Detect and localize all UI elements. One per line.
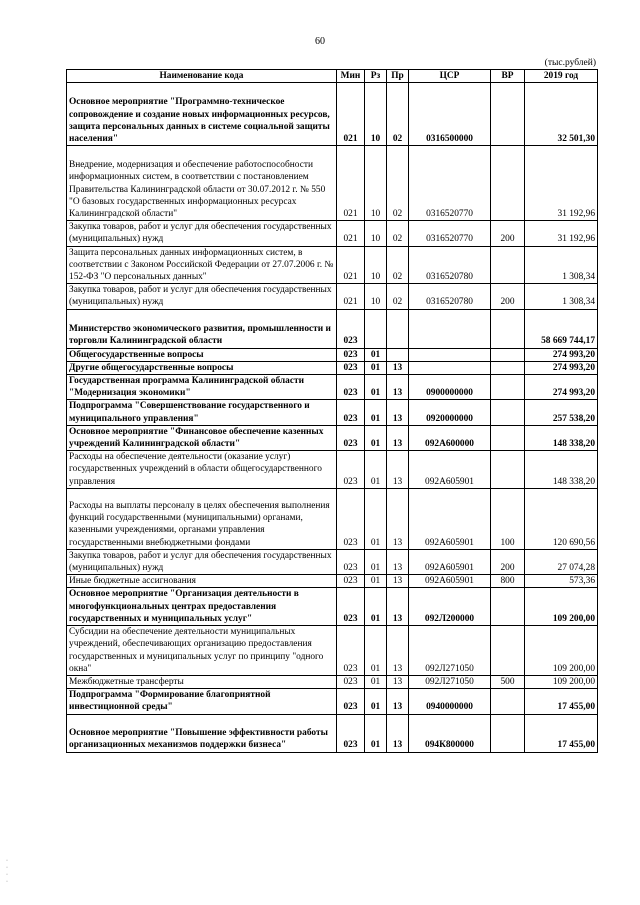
row-vr — [491, 451, 525, 489]
row-rz: 01 — [365, 400, 387, 425]
header-csr: ЦСР — [409, 70, 491, 83]
table-row — [67, 549, 598, 574]
row-csr — [409, 309, 491, 348]
row-csr — [409, 348, 491, 361]
table-row — [67, 83, 598, 146]
row-pr: 13 — [387, 549, 409, 574]
table-header-row — [67, 70, 598, 83]
table-row — [67, 348, 598, 361]
row-min: 023 — [337, 400, 365, 425]
row-min: 023 — [337, 348, 365, 361]
row-amount: 1 308,34 — [525, 284, 598, 309]
row-csr: 0316520770 — [409, 221, 491, 246]
row-rz: 01 — [365, 425, 387, 450]
row-name: Расходы на обеспечение деятельности (оказание услуг) государственных учреждений в области общегосударственного управления — [67, 451, 337, 489]
row-name: Основное мероприятие "Программно-техническое сопровождение и создание новых информационных ресурсов, защита персональных данных в системе социальной защиты населения" — [67, 83, 337, 146]
row-name: Основное мероприятие "Повышение эффективности работы организационных механизмов поддержки бизнеса" — [67, 714, 337, 752]
header-pr: Пр — [387, 70, 409, 83]
row-vr: 200 — [491, 284, 525, 309]
row-rz: 10 — [365, 146, 387, 221]
row-amount: 573,36 — [525, 575, 598, 588]
row-pr: 13 — [387, 488, 409, 549]
row-vr — [491, 246, 525, 284]
row-amount: 1 308,34 — [525, 246, 598, 284]
row-rz — [365, 309, 387, 348]
row-name: Субсидии на обеспечение деятельности муниципальных учреждений, обеспечивающих организацию предоставления государственных и муниципальных услуг по принципу "одного окна" — [67, 626, 337, 676]
row-name: Расходы на выплаты персоналу в целях обеспечения выполнения функций государственными (муниципальными) органами, казенными учреждениями, органами управления государственными внебюджетными фондами — [67, 488, 337, 549]
row-pr: 02 — [387, 146, 409, 221]
row-vr: 800 — [491, 575, 525, 588]
table-row — [67, 361, 598, 374]
scan-margin-marks: · · · · — [6, 858, 8, 885]
row-csr: 0920000000 — [409, 400, 491, 425]
row-name: Внедрение, модернизация и обеспечение работоспособности информационных систем, в соответствии с постановлением Правительства Калининградской области от 30.07.2012 г. № 550 "О базовых государственных информационных ресурсах Калининградской области" — [67, 146, 337, 221]
row-name: Подпрограмма "Совершенствование государственного и муниципального управления" — [67, 400, 337, 425]
table-row — [67, 451, 598, 489]
row-rz: 01 — [365, 689, 387, 714]
row-amount: 274 993,20 — [525, 348, 598, 361]
table-row — [67, 676, 598, 689]
header-rz: Рз — [365, 70, 387, 83]
row-pr: 13 — [387, 425, 409, 450]
row-name: Закупка товаров, работ и услуг для обеспечения государственных (муниципальных) нужд — [67, 549, 337, 574]
page-number: 60 — [315, 36, 325, 47]
row-rz: 01 — [365, 451, 387, 489]
row-min: 023 — [337, 689, 365, 714]
row-amount: 27 074,28 — [525, 549, 598, 574]
row-csr: 0316520780 — [409, 246, 491, 284]
table-row — [67, 425, 598, 450]
row-amount: 109 200,00 — [525, 626, 598, 676]
row-csr: 092А605901 — [409, 549, 491, 574]
row-name: Закупка товаров, работ и услуг для обеспечения государственных (муниципальных) нужд — [67, 284, 337, 309]
row-vr — [491, 348, 525, 361]
table-row — [67, 309, 598, 348]
row-amount: 274 993,20 — [525, 361, 598, 374]
units-label: (тыс.рублей) — [544, 58, 596, 68]
row-csr: 0900000000 — [409, 375, 491, 400]
row-min: 023 — [337, 626, 365, 676]
row-csr: 0940000000 — [409, 689, 491, 714]
row-pr — [387, 348, 409, 361]
header-min: Мин — [337, 70, 365, 83]
row-pr: 02 — [387, 221, 409, 246]
row-amount: 17 455,00 — [525, 689, 598, 714]
row-vr — [491, 714, 525, 752]
header-vr: ВР — [491, 70, 525, 83]
row-min: 023 — [337, 375, 365, 400]
table-row — [67, 400, 598, 425]
row-amount: 58 669 744,17 — [525, 309, 598, 348]
header-year: 2019 год — [525, 70, 598, 83]
row-name: Межбюджетные трансферты — [67, 676, 337, 689]
row-vr: 500 — [491, 676, 525, 689]
row-csr: 092Л200000 — [409, 588, 491, 626]
row-csr — [409, 361, 491, 374]
row-vr — [491, 588, 525, 626]
row-min: 023 — [337, 588, 365, 626]
row-pr: 13 — [387, 361, 409, 374]
row-csr: 0316520770 — [409, 146, 491, 221]
row-min: 023 — [337, 361, 365, 374]
row-min: 023 — [337, 488, 365, 549]
table-row — [67, 689, 598, 714]
row-csr: 092А605901 — [409, 451, 491, 489]
row-min: 021 — [337, 83, 365, 146]
row-csr: 092А605901 — [409, 488, 491, 549]
row-rz: 10 — [365, 284, 387, 309]
row-min: 023 — [337, 714, 365, 752]
row-min: 023 — [337, 309, 365, 348]
row-amount: 32 501,30 — [525, 83, 598, 146]
table-row — [67, 714, 598, 752]
row-pr: 13 — [387, 689, 409, 714]
table-row — [67, 626, 598, 676]
table-row — [67, 375, 598, 400]
row-csr: 092А605901 — [409, 575, 491, 588]
row-rz: 01 — [365, 626, 387, 676]
row-amount: 148 338,20 — [525, 451, 598, 489]
table-row — [67, 588, 598, 626]
budget-table — [66, 69, 598, 753]
row-pr — [387, 309, 409, 348]
row-vr — [491, 309, 525, 348]
row-pr: 13 — [387, 375, 409, 400]
row-vr: 200 — [491, 549, 525, 574]
row-min: 023 — [337, 451, 365, 489]
row-name: Подпрограмма "Формирование благоприятной инвестиционной среды" — [67, 689, 337, 714]
row-csr: 092Л271050 — [409, 676, 491, 689]
row-name: Министерство экономического развития, промышленности и торговли Калининградской области — [67, 309, 337, 348]
row-pr: 02 — [387, 83, 409, 146]
row-pr: 13 — [387, 588, 409, 626]
row-amount: 31 192,96 — [525, 146, 598, 221]
row-rz: 01 — [365, 575, 387, 588]
row-min: 021 — [337, 284, 365, 309]
row-pr: 02 — [387, 246, 409, 284]
row-csr: 092Л271050 — [409, 626, 491, 676]
header-name: Наименование кода — [67, 70, 337, 83]
row-name: Основное мероприятие "Организация деятельности в многофункциональных центрах предоставления государственных и муниципальных услуг" — [67, 588, 337, 626]
row-vr: 200 — [491, 221, 525, 246]
row-csr: 094К800000 — [409, 714, 491, 752]
row-rz: 01 — [365, 714, 387, 752]
row-vr — [491, 425, 525, 450]
row-csr: 0316500000 — [409, 83, 491, 146]
table-row — [67, 575, 598, 588]
row-vr — [491, 626, 525, 676]
row-min: 023 — [337, 425, 365, 450]
row-rz: 10 — [365, 83, 387, 146]
row-name: Защита персональных данных информационных систем, в соответствии с Законом Российской Федерации от 27.07.2006 г. № 152-ФЗ "О персональных данных" — [67, 246, 337, 284]
row-rz: 01 — [365, 348, 387, 361]
row-min: 021 — [337, 146, 365, 221]
row-name: Другие общегосударственные вопросы — [67, 361, 337, 374]
row-amount: 257 538,20 — [525, 400, 598, 425]
row-pr: 13 — [387, 626, 409, 676]
row-amount: 109 200,00 — [525, 676, 598, 689]
row-rz: 10 — [365, 246, 387, 284]
row-vr — [491, 689, 525, 714]
row-pr: 13 — [387, 676, 409, 689]
row-vr — [491, 146, 525, 221]
row-pr: 13 — [387, 714, 409, 752]
row-vr — [491, 375, 525, 400]
row-pr: 02 — [387, 284, 409, 309]
row-min: 021 — [337, 221, 365, 246]
row-rz: 01 — [365, 361, 387, 374]
row-name: Иные бюджетные ассигнования — [67, 575, 337, 588]
row-amount: 31 192,96 — [525, 221, 598, 246]
row-name: Общегосударственные вопросы — [67, 348, 337, 361]
row-pr: 13 — [387, 575, 409, 588]
row-min: 021 — [337, 246, 365, 284]
row-min: 023 — [337, 575, 365, 588]
table-row — [67, 146, 598, 221]
row-rz: 01 — [365, 676, 387, 689]
row-csr: 0316520780 — [409, 284, 491, 309]
row-csr: 092А600000 — [409, 425, 491, 450]
row-amount: 274 993,20 — [525, 375, 598, 400]
row-name: Закупка товаров, работ и услуг для обеспечения государственных (муниципальных) нужд — [67, 221, 337, 246]
row-amount: 109 200,00 — [525, 588, 598, 626]
table-row — [67, 488, 598, 549]
row-rz: 10 — [365, 221, 387, 246]
row-rz: 01 — [365, 549, 387, 574]
row-rz: 01 — [365, 588, 387, 626]
row-amount: 17 455,00 — [525, 714, 598, 752]
row-pr: 13 — [387, 451, 409, 489]
row-amount: 148 338,20 — [525, 425, 598, 450]
row-name: Основное мероприятие "Финансовое обеспечение казенных учреждений Калининградской области" — [67, 425, 337, 450]
row-min: 023 — [337, 549, 365, 574]
row-vr — [491, 83, 525, 146]
row-name: Государственная программа Калининградской области "Модернизация экономики" — [67, 375, 337, 400]
table-row — [67, 246, 598, 284]
row-vr — [491, 361, 525, 374]
table-row — [67, 284, 598, 309]
row-vr: 100 — [491, 488, 525, 549]
row-pr: 13 — [387, 400, 409, 425]
table-row — [67, 221, 598, 246]
row-vr — [491, 400, 525, 425]
row-rz: 01 — [365, 488, 387, 549]
row-rz: 01 — [365, 375, 387, 400]
row-amount: 120 690,56 — [525, 488, 598, 549]
row-min: 023 — [337, 676, 365, 689]
